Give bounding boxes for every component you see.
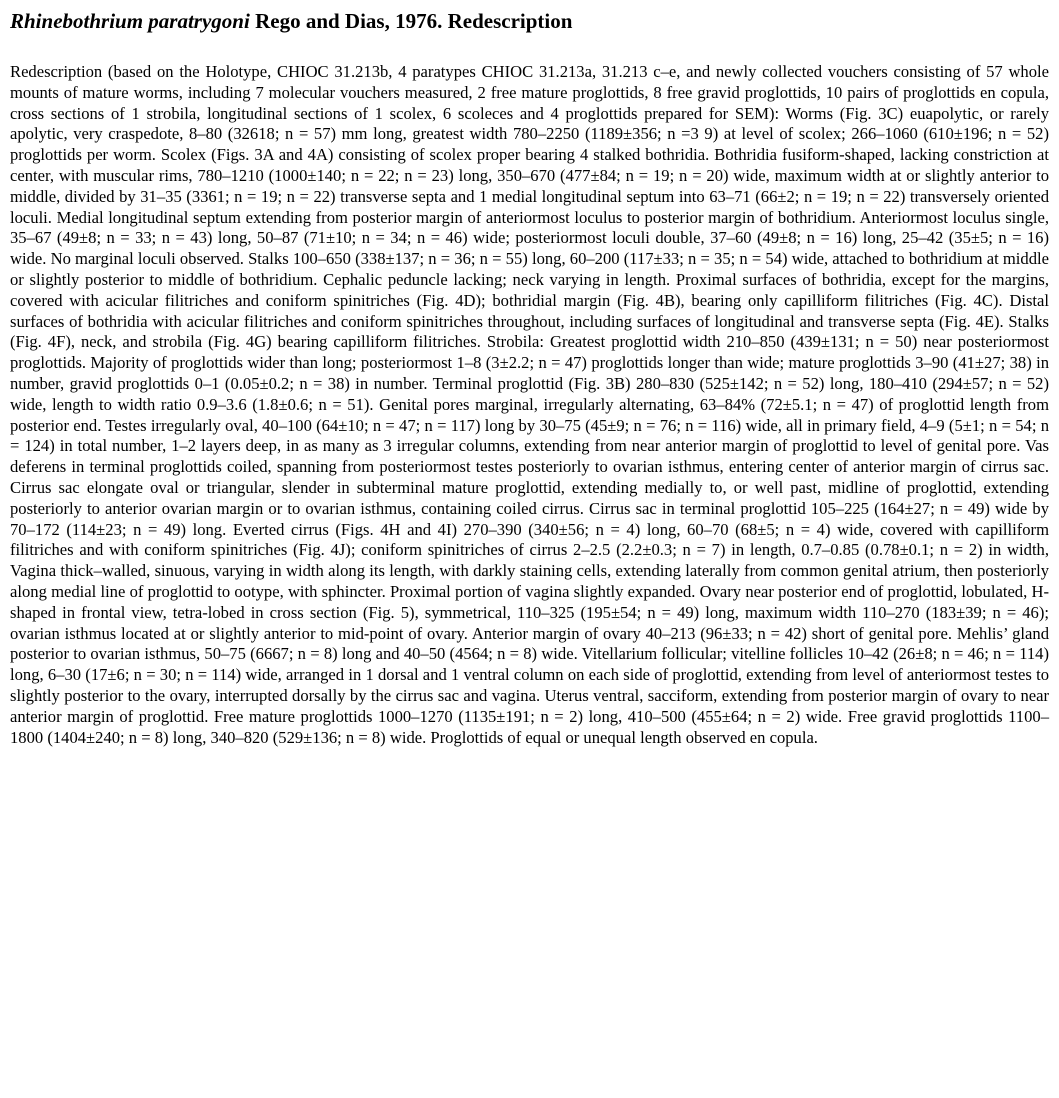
species-name: Rhinebothrium paratrygoni xyxy=(10,9,250,33)
document-page xyxy=(10,8,1049,748)
section-heading xyxy=(10,8,1049,34)
heading-rest: Rego and Dias, 1976. Redescription xyxy=(249,9,573,33)
redescription-paragraph: Redescription (based on the Holotype, CHIOC 31.213b, 4 paratypes CHIOC 31.213a, 31.213 c–e, and newly collected vouchers consisting of 57 whole mounts of mature worms, including 7 molecular vouchers measured, 2 free mature proglottids, 8 free gravid proglottids, 10 pairs of proglottids en copula, cross sections of 1 strobila, longitudinal sections of 1 scolex, 6 scoleces and 4 proglottids prepared for SEM): Worms (Fig. 3C) euapolytic, or rarely apolytic, very craspedote, 8–80 (32618; n = 57) mm long, greatest width 780–2250 (1189±356; n =3 9) at level of scolex; 266–1060 (610±196; n = 52) proglottids per worm. Scolex (Figs. 3A and 4A) consisting of scolex proper bearing 4 stalked bothridia. Bothridia fusiform-shaped, lacking constriction at center, with muscular rims, 780–1210 (1000±140; n = 22; n = 23) long, 350–670 (477±84; n = 19; n = 20) wide, maximum width at or slightly anterior to middle, divided by 31–35 (3361; n = 19; n = 22) transverse septa and 1 medial longitudinal septum into 63–71 (66±2; n = 19; n = 22) transversely oriented loculi. Medial longitudinal septum extending from posterior margin of anteriormost loculus to posterior margin of bothridium. Anteriormost loculus single, 35–67 (49±8; n = 33; n = 43) long, 50–87 (71±10; n = 34; n = 46) wide; posteriormost loculi double, 37–60 (49±8; n = 16) long, 25–42 (35±5; n = 16) wide. No marginal loculi observed. Stalks 100–650 (338±137; n = 36; n = 55) long, 60–200 (117±33; n = 35; n = 54) wide, attached to bothridium at middle or slightly posterior to middle of bothridium. Cephalic peduncle lacking; neck varying in length. Proximal surfaces of bothridia, except for the margins, covered with acicular filitriches and coniform spinitriches (Fig. 4D); bothridial margin (Fig. 4B), bearing only capilliform filitriches (Fig. 4C). Distal surfaces of bothridia with acicular filitriches and coniform spinitriches throughout, including surfaces of longitudinal and transverse septa (Fig. 4E). Stalks (Fig. 4F), neck, and strobila (Fig. 4G) bearing capilliform filitriches. Strobila: Greatest proglottid width 210–850 (439±131; n = 50) near posteriormost proglottids. Majority of proglottids wider than long; posteriormost 1–8 (3±2.2; n = 47) proglottids longer than wide; mature proglottids 3–90 (41±27; 38) in number, gravid proglottids 0–1 (0.05±0.2; n = 38) in number. Terminal proglottid (Fig. 3B) 280–830 (525±142; n = 52) long, 180–410 (294±57; n = 52) wide, length to width ratio 0.9–3.6 (1.8±0.6; n = 51). Genital pores marginal, irregularly alternating, 63–84% (72±5.1; n = 47) of proglottid length from posterior end. Testes irregularly oval, 40–100 (64±10; n = 47; n = 117) long by 30–75 (45±9; n = 76; n = 116) wide, all in primary field, 4–9 (5±1; n = 54; n = 124) in total number, 1–2 layers deep, in as many as 3 irregular columns, extending from near anterior margin of proglottid to level of genital pore. Vas deferens in terminal proglottids coiled, spanning from posteriormost testes posteriorly to ovarian isthmus, entering center of anterior margin of cirrus sac. Cirrus sac elongate oval or triangular, slender in subterminal mature proglottid, extending medially to, or well past, midline of proglottid, extending posteriorly to anterior ovarian margin or to ovarian isthmus, containing coiled cirrus. Cirrus sac in terminal proglottid 105–225 (164±27; n = 49) wide by 70–172 (114±23; n = 49) long. Everted cirrus (Figs. 4H and 4I) 270–390 (340±56; n = 4) long, 60–70 (68±5; n = 4) wide, covered with capilliform filitriches and with coniform spinitriches (Fig. 4J); coniform spinitriches of cirrus 2–2.5 (2.2±0.3; n = 7) in length, 0.7–0.85 (0.78±0.1; n = 2) in width, Vagina thick–walled, sinuous, varying in width along its length, with darkly staining cells, extending laterally from common genital atrium, then posteriorly along medial line of proglottid to ootype, with sphincter. Proximal portion of vagina slightly expanded. Ovary near posterior end of proglottid, lobulated, H-shaped in frontal view, tetra-lobed in cross section (Fig. 5), symmetrical, 110–325 (195±54; n = 49) long, maximum width 110–270 (183±39; n = 46); ovarian isthmus located at or slightly anterior to mid-point of ovary. Anterior margin of ovary 40–213 (96±33; n = 42) short of genital pore. Mehlis’ gland posterior to ovarian isthmus, 50–75 (6667; n = 8) long and 40–50 (4564; n = 8) wide. Vitellarium follicular; vitelline follicles 10–42 (26±8; n = 46; n = 114) long, 6–30 (17±6; n = 30; n = 114) wide, arranged in 1 dorsal and 1 ventral column on each side of proglottid, extending from level of anteriormost testes to slightly posterior to the ovary, interrupted dorsally by the cirrus sac and vagina. Uterus ventral, sacciform, extending from posterior margin of ovary to near anterior margin of proglottid. Free mature proglottids 1000–1270 (1135±191; n = 2) long, 410–500 (455±64; n = 2) wide. Free gravid proglottids 1100–1800 (1404±240; n = 8) long, 340–820 (529±136; n = 8) wide. Proglottids of equal or unequal length observed en copula. xyxy=(10,62,1049,747)
